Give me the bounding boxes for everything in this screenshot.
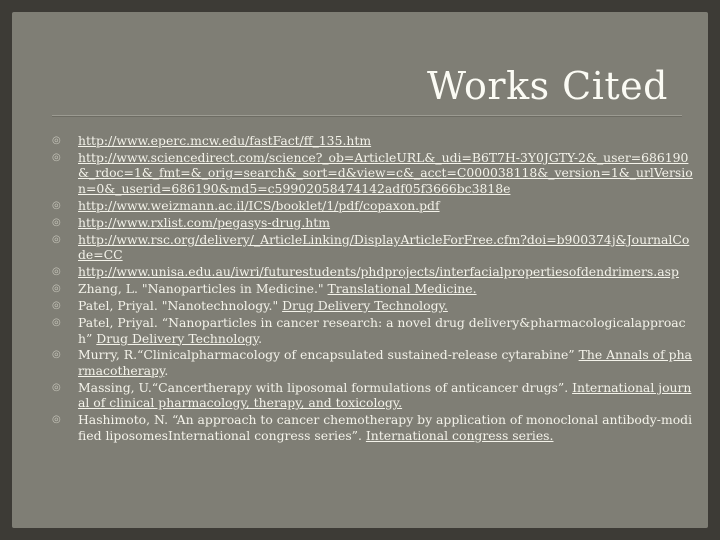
citation-text: Hashimoto, N. “An approach to cancer chemotherapy by application of monoclonal antibody-modified liposomesInternational congress series”. [78, 412, 693, 443]
slide-title: Works Cited [427, 64, 668, 108]
citation-text: Patel, Priyal. "Nanotechnology." [78, 298, 283, 314]
target-bullet-icon: ◎ [52, 151, 61, 163]
target-bullet-icon: ◎ [52, 266, 61, 278]
citation-link[interactable]: http://www.rxlist.com/pegasys-drug.htm [78, 214, 331, 230]
citation-item [52, 347, 696, 378]
target-bullet-icon: ◎ [52, 135, 61, 146]
target-bullet-icon: ◎ [52, 316, 61, 328]
citation-suffix: . [258, 330, 263, 346]
citation-journal: Translational Medicine. [327, 281, 477, 297]
citation-item [52, 133, 696, 149]
citation-text: Patel, Priyal. “Nanoparticles in cancer research: a novel drug delivery&pharmacologicalapproach” [78, 314, 686, 346]
slide [12, 12, 708, 528]
citation-link[interactable]: http://www.rsc.org/delivery/_ArticleLinking/DisplayArticleForFree.cfm?doi=b900374j&JournalCode=CC [78, 231, 690, 263]
citation-journal: The Annals of pharmacotherapy [78, 347, 692, 378]
citation-suffix: . [164, 362, 169, 378]
citation-link[interactable]: http://www.weizmann.ac.il/ICS/booklet/1/pdf/copaxon.pdf [78, 197, 440, 213]
citation-item [52, 380, 696, 411]
target-bullet-icon: ◎ [52, 349, 61, 361]
citation-item [52, 412, 696, 443]
citation-link[interactable]: http://www.sciencedirect.com/science?_ob=ArticleURL&_udi=B6T7H-3Y0JGTY-2&_user=686190&_rdoc=1&_fmt=&_orig=search&_sort=d&view=c&_acct=C000038118&_version=1&_urlVersion=0&_userid=686190&md5=c59902058474142adf05f3666bc3818e [78, 149, 693, 197]
citation-journal: International congress series. [365, 427, 554, 443]
citation-journal: Drug Delivery Technology [96, 330, 259, 346]
citation-item [52, 215, 696, 231]
citation-item [52, 281, 696, 297]
citation-list [52, 133, 696, 445]
target-bullet-icon: ◎ [52, 414, 61, 426]
citation-journal: Drug Delivery Technology. [282, 298, 448, 314]
citation-item [52, 298, 696, 314]
citation-item [52, 232, 696, 263]
citation-link[interactable]: http://www.unisa.edu.au/iwri/futurestudents/phdprojects/interfacialpropertiesofdendrimers.asp [78, 264, 679, 280]
target-bullet-icon: ◎ [52, 300, 61, 312]
citation-item [52, 198, 696, 214]
citation-item [52, 315, 696, 346]
target-bullet-icon: ◎ [52, 233, 61, 245]
citation-item [52, 150, 696, 197]
target-bullet-icon: ◎ [52, 216, 61, 228]
citation-link[interactable]: http://www.eperc.mcw.edu/fastFact/ff_135.htm [78, 133, 372, 148]
citation-item [52, 264, 696, 280]
title-divider [52, 115, 682, 117]
target-bullet-icon: ◎ [52, 283, 61, 295]
citation-text: Massing, U.“Cancertherapy with liposomal formulations of anticancer drugs”. [78, 379, 573, 395]
citation-text: Murry, R.“Clinicalpharmacology of encapsulated sustained-release cytarabine” [78, 347, 579, 363]
citation-text: Zhang, L. "Nanoparticles in Medicine." [78, 281, 328, 297]
target-bullet-icon: ◎ [52, 381, 61, 393]
citation-journal: International journal of clinical pharmacology, therapy, and toxicology. [78, 379, 692, 411]
target-bullet-icon: ◎ [52, 199, 61, 211]
